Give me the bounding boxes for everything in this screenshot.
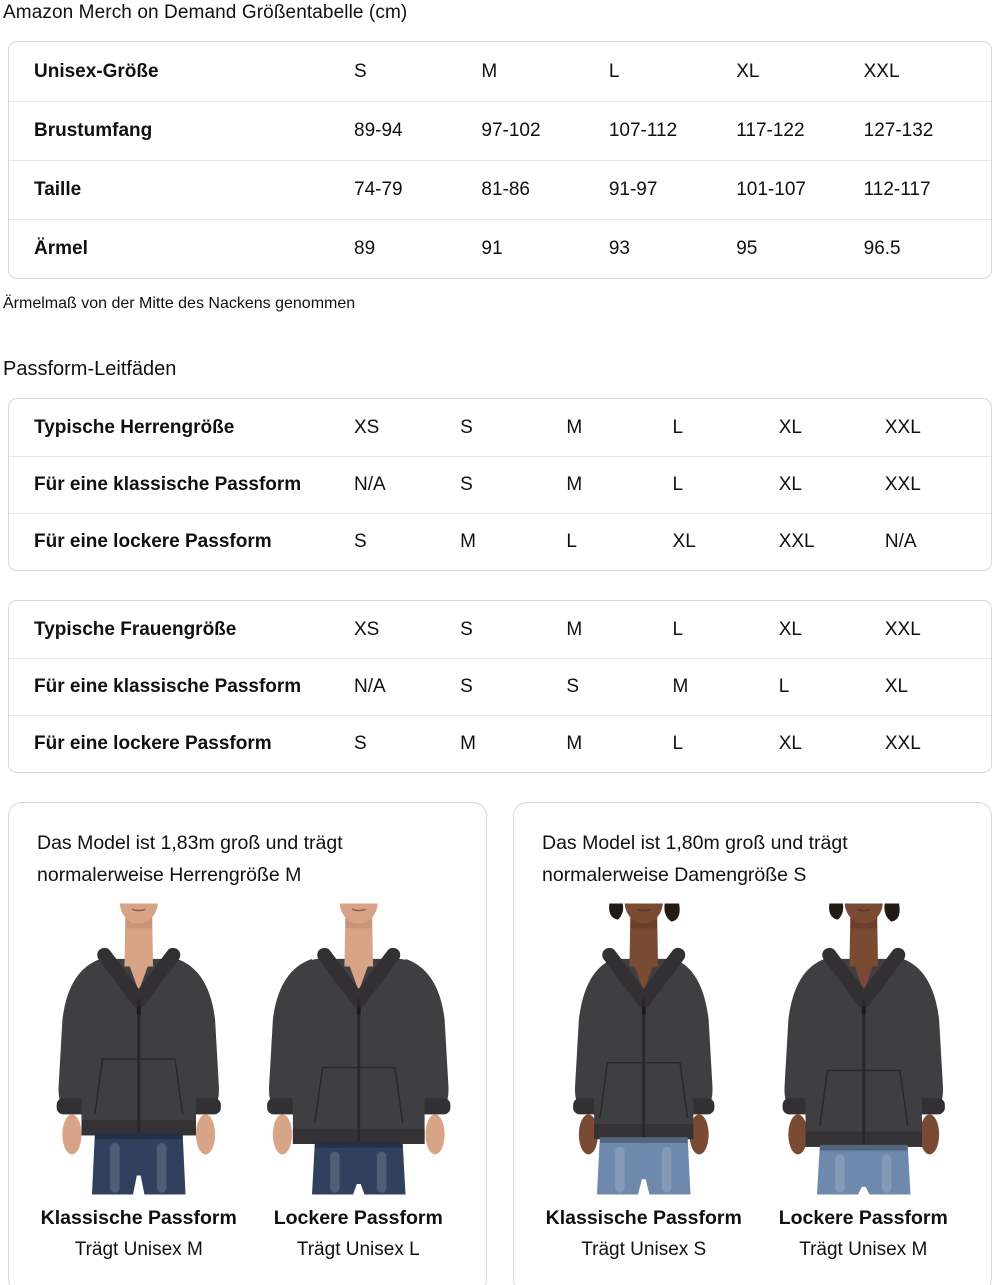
size-cell: M bbox=[481, 60, 498, 82]
fit-cell: XS bbox=[354, 416, 380, 438]
fit-cell: N/A bbox=[884, 531, 917, 552]
fit-cell: S bbox=[460, 474, 473, 495]
page-title: Amazon Merch on Demand Größentabelle (cm) bbox=[3, 2, 408, 23]
fit-label: Lockere Passform bbox=[273, 1207, 443, 1229]
size-cell: 127-132 bbox=[863, 120, 934, 141]
row-label: Typische Herrengröße bbox=[34, 416, 235, 438]
size-cell: 107-112 bbox=[608, 120, 678, 141]
fit-cell: XL bbox=[778, 733, 802, 754]
model-figure bbox=[534, 899, 754, 1261]
model-photo-male-loose bbox=[249, 899, 469, 1199]
fit-cell: XL bbox=[778, 416, 802, 438]
fit-cell: S bbox=[460, 618, 473, 640]
size-cell: 117-122 bbox=[736, 120, 805, 141]
fit-cell: XL bbox=[884, 676, 909, 697]
fit-cell: L bbox=[672, 618, 684, 640]
fit-label: Lockere Passform bbox=[778, 1207, 948, 1229]
size-label: Trägt Unisex L bbox=[296, 1239, 420, 1260]
fit-cell: S bbox=[354, 733, 367, 754]
size-cell: 112-117 bbox=[863, 179, 931, 200]
model-photo-female-classic bbox=[534, 899, 754, 1199]
unisex-size-table bbox=[8, 41, 992, 279]
size-cell: 96.5 bbox=[863, 238, 901, 259]
size-cell: L bbox=[608, 60, 620, 82]
row-label: Unisex-Größe bbox=[34, 60, 159, 82]
model-figure bbox=[249, 899, 469, 1261]
model-photo-female-loose bbox=[754, 899, 974, 1199]
size-cell: 101-107 bbox=[736, 179, 806, 200]
fit-cell: S bbox=[354, 531, 367, 552]
model-figure bbox=[754, 899, 974, 1261]
fit-cell: M bbox=[566, 618, 583, 640]
model-description: Das Model ist 1,83m groß und trägt normalerweise Herrengröße M bbox=[37, 832, 343, 886]
fit-cell: N/A bbox=[354, 676, 386, 697]
fit-cell: L bbox=[566, 531, 577, 552]
model-figure bbox=[29, 899, 249, 1261]
fit-cell: L bbox=[778, 676, 790, 697]
table-row bbox=[9, 42, 991, 101]
size-cell: 89-94 bbox=[354, 120, 403, 141]
fit-cell: M bbox=[566, 474, 583, 495]
row-label: Ärmel bbox=[34, 238, 88, 259]
fit-cell: S bbox=[460, 416, 473, 438]
table-row bbox=[9, 715, 991, 772]
size-label: Trägt Unisex M bbox=[74, 1239, 203, 1260]
fit-cell: XXL bbox=[884, 474, 921, 495]
fit-cell: XXL bbox=[884, 733, 921, 754]
fit-guides-title: Passform-Leitfäden bbox=[3, 358, 177, 380]
fit-cell: M bbox=[460, 531, 476, 552]
size-cell: XXL bbox=[863, 60, 900, 82]
table-row bbox=[9, 513, 991, 570]
row-label: Brustumfang bbox=[34, 120, 153, 141]
table-row bbox=[9, 601, 991, 658]
row-label: Für eine lockere Passform bbox=[34, 733, 272, 754]
fit-cell: M bbox=[672, 676, 689, 697]
model-photo-male-classic bbox=[29, 899, 249, 1199]
mens-model-card bbox=[8, 802, 487, 1285]
size-cell: XL bbox=[736, 60, 760, 82]
fit-cell: S bbox=[460, 676, 473, 697]
row-label: Für eine lockere Passform bbox=[34, 531, 272, 552]
fit-label: Klassische Passform bbox=[40, 1207, 237, 1229]
model-cards bbox=[8, 802, 992, 1285]
row-label: Typische Frauengröße bbox=[34, 618, 237, 640]
size-cell: 97-102 bbox=[481, 120, 541, 141]
fit-cell: L bbox=[672, 416, 684, 438]
fit-label: Klassische Passform bbox=[545, 1207, 742, 1229]
row-label: Für eine klassische Passform bbox=[34, 676, 302, 697]
fit-cell: M bbox=[460, 733, 476, 754]
fit-cell: L bbox=[672, 733, 684, 754]
fit-cell: XXL bbox=[884, 618, 921, 640]
table-row bbox=[9, 456, 991, 513]
size-label: Trägt Unisex M bbox=[799, 1239, 928, 1260]
row-label: Taille bbox=[34, 179, 82, 200]
size-cell: 91 bbox=[481, 238, 503, 259]
size-cell: 81-86 bbox=[481, 179, 531, 200]
table-row bbox=[9, 658, 991, 715]
fit-cell: M bbox=[566, 416, 583, 438]
table-row bbox=[9, 101, 991, 160]
sleeve-measure-footnote: Ärmelmaß von der Mitte des Nackens genommen bbox=[3, 295, 356, 312]
size-cell: 74-79 bbox=[354, 179, 403, 200]
size-cell: 91-97 bbox=[608, 179, 658, 200]
fit-cell: L bbox=[672, 474, 684, 495]
mens-fit-table bbox=[8, 398, 992, 571]
fit-cell: XL bbox=[672, 531, 696, 552]
row-label: Für eine klassische Passform bbox=[34, 474, 302, 495]
fit-cell: XXL bbox=[778, 531, 815, 552]
size-cell: S bbox=[354, 60, 367, 82]
fit-cell: XXL bbox=[884, 416, 921, 438]
size-cell: 93 bbox=[608, 238, 630, 259]
fit-cell: XS bbox=[354, 618, 380, 640]
fit-cell: M bbox=[566, 733, 583, 754]
fit-cell: XL bbox=[778, 474, 802, 495]
table-row bbox=[9, 219, 991, 278]
size-cell: 95 bbox=[736, 238, 758, 259]
table-row bbox=[9, 160, 991, 219]
size-label: Trägt Unisex S bbox=[581, 1239, 707, 1260]
table-row bbox=[9, 399, 991, 456]
womens-fit-table bbox=[8, 600, 992, 773]
fit-cell: XL bbox=[778, 618, 802, 640]
fit-cell: N/A bbox=[354, 474, 386, 495]
fit-cell: S bbox=[566, 676, 580, 697]
womens-model-card bbox=[513, 802, 992, 1285]
model-description: Das Model ist 1,80m groß und trägt normalerweise Damengröße S bbox=[542, 832, 848, 886]
size-cell: 89 bbox=[354, 238, 376, 259]
